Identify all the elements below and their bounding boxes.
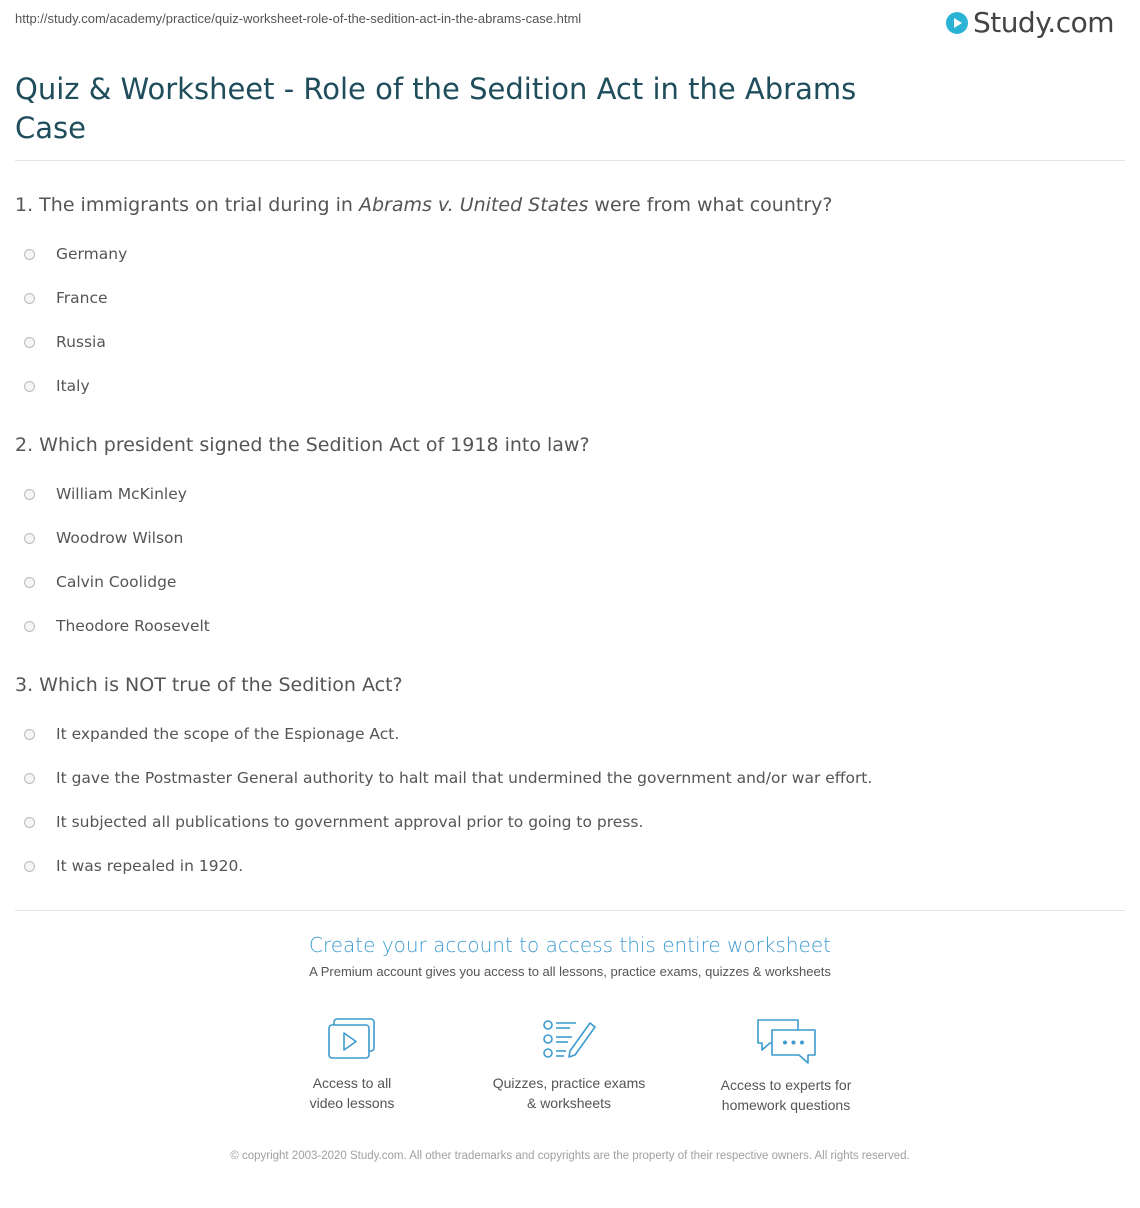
radio-button[interactable]: [24, 577, 35, 588]
question-prefix: 2. Which president signed the Sedition Act of 1918 into law?: [15, 434, 590, 456]
study-logo[interactable]: [945, 6, 1114, 39]
feature-label: Access to experts for homework questions: [720, 1077, 852, 1113]
logo-text: Study.com: [972, 6, 1114, 39]
radio-button[interactable]: [24, 621, 35, 632]
radio-button[interactable]: [24, 293, 35, 304]
question-3: [15, 673, 1115, 888]
question-text: [15, 433, 1115, 457]
feature-quizzes: [479, 1017, 659, 1113]
question-prefix: 3. Which is NOT true of the Sedition Act?: [15, 674, 403, 696]
answer-label[interactable]: It subjected all publications to government approval prior to going to press.: [56, 813, 644, 831]
question-2: [15, 433, 1115, 648]
answer-option[interactable]: [15, 516, 1115, 560]
copyright-text: © copyright 2003-2020 Study.com. All other trademarks and copyrights are the property of their respective owners. All rights reserved.: [230, 1150, 910, 1162]
answer-option[interactable]: [15, 712, 1115, 756]
question-prefix: 1. The immigrants on trial during in: [15, 194, 359, 216]
question-1: [15, 193, 1115, 408]
answer-option[interactable]: [15, 756, 1115, 800]
page-title: Quiz & Worksheet - Role of the Sedition Act in the Abrams Case: [15, 72, 857, 145]
premium-cta: [0, 933, 1140, 979]
radio-button[interactable]: [24, 773, 35, 784]
play-logo-icon: [945, 11, 969, 35]
answer-label[interactable]: It gave the Postmaster General authority to halt mail that undermined the government and/or war effort.: [56, 769, 873, 787]
radio-button[interactable]: [24, 249, 35, 260]
answer-option[interactable]: [15, 472, 1115, 516]
answer-option[interactable]: [15, 800, 1115, 844]
copyright-footer: [0, 1144, 1140, 1164]
page-url: http://study.com/academy/practice/quiz-worksheet-role-of-the-sedition-act-in-the-abrams-case.html: [15, 11, 582, 26]
answer-label[interactable]: William McKinley: [56, 485, 187, 503]
question-text: [15, 673, 1115, 697]
answer-option[interactable]: [15, 276, 1115, 320]
question-text: [15, 193, 1115, 217]
feature-video-lessons: [262, 1017, 442, 1113]
answer-option[interactable]: [15, 232, 1115, 276]
chat-bubbles-icon: [754, 1017, 818, 1065]
quiz-checklist-icon: [540, 1017, 598, 1063]
answer-label[interactable]: Woodrow Wilson: [56, 529, 184, 547]
answer-option[interactable]: [15, 320, 1115, 364]
answer-label[interactable]: Calvin Coolidge: [56, 573, 177, 591]
answer-label[interactable]: It was repealed in 1920.: [56, 857, 244, 875]
answer-label[interactable]: Germany: [56, 245, 128, 263]
radio-button[interactable]: [24, 533, 35, 544]
video-lessons-icon: [326, 1017, 378, 1063]
answer-label[interactable]: It expanded the scope of the Espionage Act.: [56, 725, 400, 743]
divider: [15, 160, 1125, 161]
radio-button[interactable]: [24, 861, 35, 872]
feature-label: Access to all video lessons: [309, 1075, 395, 1111]
feature-experts: [696, 1017, 876, 1115]
answer-option[interactable]: [15, 604, 1115, 648]
radio-button[interactable]: [24, 729, 35, 740]
feature-label: Quizzes, practice exams & worksheets: [492, 1075, 646, 1111]
cta-subtext: A Premium account gives you access to all lessons, practice exams, quizzes & worksheets: [309, 964, 831, 979]
radio-button[interactable]: [24, 817, 35, 828]
answer-label[interactable]: Theodore Roosevelt: [56, 617, 210, 635]
answer-label[interactable]: Italy: [56, 377, 90, 395]
create-account-link[interactable]: Create your account to access this entire worksheet: [309, 933, 831, 957]
answer-option[interactable]: [15, 560, 1115, 604]
answer-label[interactable]: Russia: [56, 333, 106, 351]
divider: [15, 910, 1125, 911]
answer-label[interactable]: France: [56, 289, 108, 307]
radio-button[interactable]: [24, 489, 35, 500]
answer-option[interactable]: [15, 364, 1115, 408]
question-suffix: were from what country?: [588, 194, 833, 216]
question-emphasis: Abrams v. United States: [358, 194, 589, 216]
radio-button[interactable]: [24, 337, 35, 348]
radio-button[interactable]: [24, 381, 35, 392]
answer-option[interactable]: [15, 844, 1115, 888]
